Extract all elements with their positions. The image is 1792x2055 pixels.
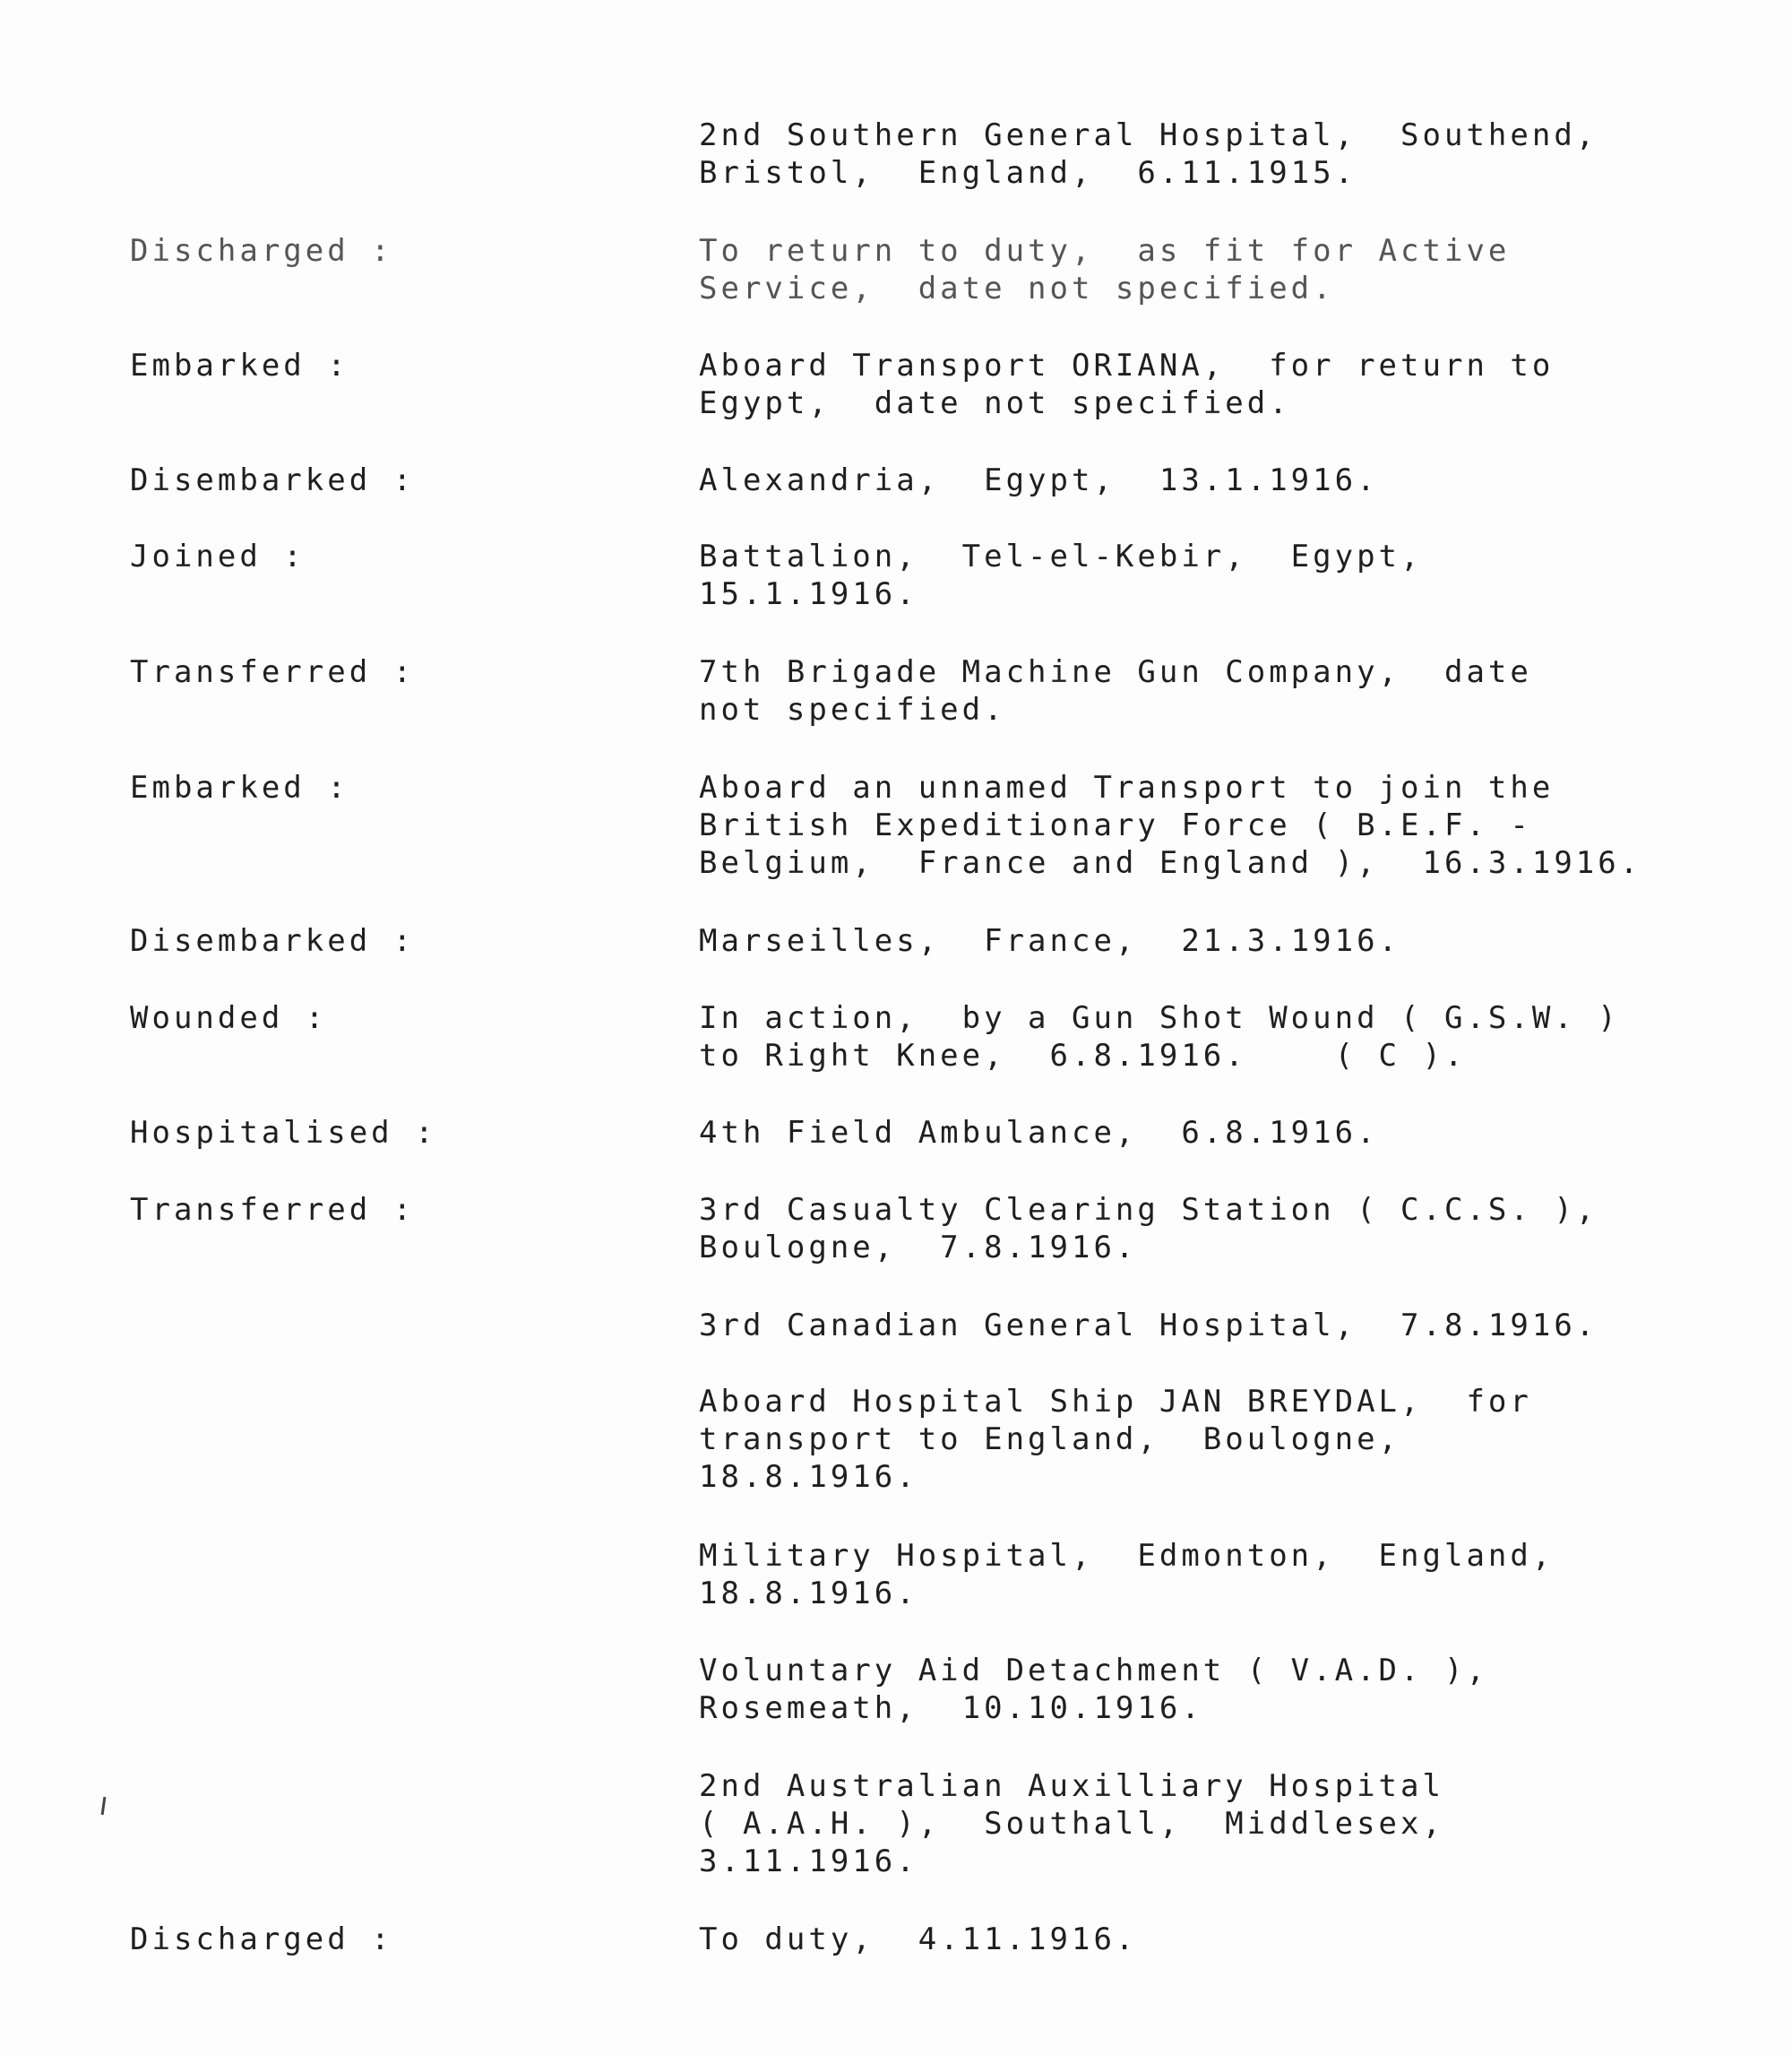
entry-label: Disembarked : — [130, 923, 416, 959]
entry-label: Joined : — [130, 539, 306, 574]
entry-text — [699, 922, 1756, 960]
entry-line: Belgium, France and England ), 16.3.1916. — [699, 845, 1642, 881]
entry-line: Aboard an unnamed Transport to join the — [699, 770, 1555, 806]
entry-line: To duty, 4.11.1916. — [699, 1921, 1138, 1957]
entry-text — [699, 1383, 1756, 1496]
entry-line: 18.8.1916. — [699, 1576, 918, 1611]
entry-line: Service, date not specified. — [699, 271, 1335, 307]
entry-line: Bristol, England, 6.11.1915. — [699, 155, 1357, 191]
entry-text — [699, 1921, 1756, 1958]
entry-line: 3.11.1916. — [699, 1843, 918, 1879]
entry-line: Aboard Transport ORIANA, for return to — [699, 348, 1555, 384]
entry-line: Military Hospital, Edmonton, England, — [699, 1538, 1555, 1574]
entry-text — [699, 1652, 1756, 1727]
entry-text — [699, 1767, 1756, 1880]
entry-label: Transferred : — [130, 654, 416, 690]
entry-line: ( A.A.H. ), Southall, Middlesex, — [699, 1806, 1444, 1842]
entry-line: 2nd Australian Auxilliary Hospital — [699, 1768, 1444, 1804]
entry-line: Boulogne, 7.8.1916. — [699, 1230, 1138, 1265]
entry-line: Battalion, Tel-el-Kebir, Egypt, — [699, 539, 1423, 574]
entry-line: 15.1.1916. — [699, 576, 918, 612]
entry-line: 7th Brigade Machine Gun Company, date — [699, 654, 1532, 690]
entry-line: Rosemeath, 10.10.1916. — [699, 1690, 1203, 1726]
entry-line: Marseilles, France, 21.3.1916. — [699, 923, 1401, 959]
entry-line: To return to duty, as fit for Active — [699, 233, 1511, 269]
entry-label: Hospitalised : — [130, 1115, 437, 1151]
entry-line: not specified. — [699, 692, 1006, 728]
entry-label: Transferred : — [130, 1192, 416, 1228]
entry-label: Embarked : — [130, 348, 349, 384]
entry-text — [699, 117, 1756, 192]
entry-label: Discharged : — [130, 233, 393, 269]
entry-label: Disembarked : — [130, 462, 416, 498]
entry-text — [699, 347, 1756, 422]
entry-line: Voluntary Aid Detachment ( V.A.D. ), — [699, 1653, 1488, 1688]
entry-text — [699, 1537, 1756, 1612]
entry-text — [699, 769, 1756, 882]
entry-label: Wounded : — [130, 1000, 328, 1036]
entry-label: Discharged : — [130, 1921, 393, 1957]
entry-text — [699, 1114, 1756, 1152]
entry-line: In action, by a Gun Shot Wound ( G.S.W. ) — [699, 1000, 1620, 1036]
entry-line: 2nd Southern General Hospital, Southend, — [699, 117, 1598, 153]
entry-line: Aboard Hospital Ship JAN BREYDAL, for — [699, 1384, 1532, 1420]
entry-line: 3rd Canadian General Hospital, 7.8.1916. — [699, 1308, 1598, 1343]
stray-pen-mark — [101, 1797, 107, 1815]
entry-text — [699, 1191, 1756, 1266]
entry-text — [699, 999, 1756, 1075]
entry-text — [699, 462, 1756, 499]
entry-label: Embarked : — [130, 770, 349, 806]
entry-line: 18.8.1916. — [699, 1459, 918, 1495]
entry-line: British Expeditionary Force ( B.E.F. - — [699, 807, 1532, 843]
entry-line: Egypt, date not specified. — [699, 385, 1291, 421]
entry-line: 4th Field Ambulance, 6.8.1916. — [699, 1115, 1379, 1151]
entry-line: Alexandria, Egypt, 13.1.1916. — [699, 462, 1379, 498]
entry-text — [699, 538, 1756, 613]
entry-line: 3rd Casualty Clearing Station ( C.C.S. ), — [699, 1192, 1598, 1228]
entry-text — [699, 1307, 1756, 1344]
entry-line: to Right Knee, 6.8.1916. ( C ). — [699, 1038, 1467, 1074]
entry-text — [699, 232, 1756, 307]
entry-line: transport to England, Boulogne, — [699, 1421, 1401, 1457]
entry-text — [699, 653, 1756, 729]
